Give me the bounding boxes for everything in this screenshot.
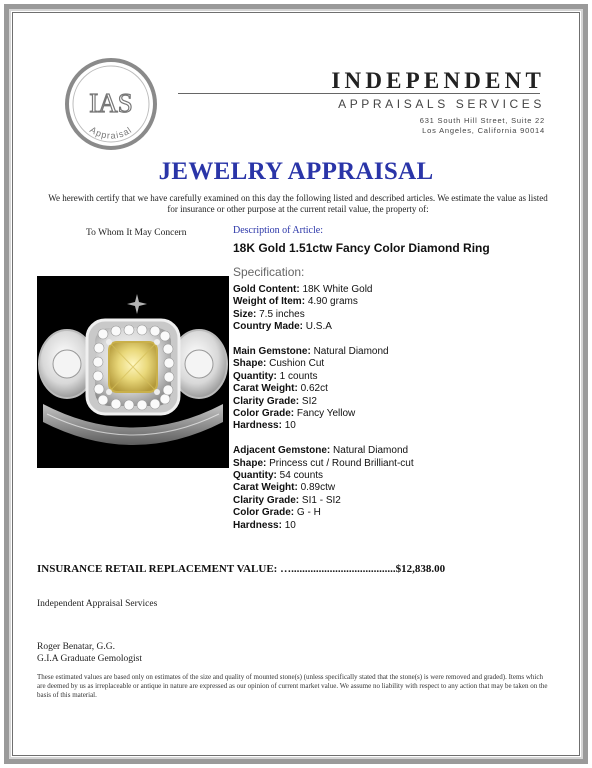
company-title: INDEPENDENT — [331, 68, 545, 93]
spec-value: 0.62ct — [300, 383, 328, 395]
header-divider — [178, 93, 540, 94]
spec-gold-content — [233, 284, 553, 296]
spec-value: Princess cut / Round Brilliant-cut — [269, 457, 414, 469]
spec-adjacent-carat — [233, 482, 553, 494]
spec-label: Size: — [233, 308, 257, 320]
company-subtitle: APPRAISALS SERVICES — [338, 97, 545, 111]
spec-adjacent-hardness — [233, 520, 553, 532]
ring-photo — [37, 276, 229, 468]
spec-main-color — [233, 408, 553, 420]
spec-label: Main Gemstone: — [233, 346, 311, 358]
spec-value: 4.90 grams — [307, 296, 358, 308]
spec-value: 0.89ctw — [300, 482, 336, 494]
logo-text: IAS — [89, 88, 133, 118]
spec-main-clarity — [233, 396, 553, 408]
replacement-value — [37, 563, 445, 575]
spec-label: Clarity Grade: — [233, 494, 300, 506]
spec-value: 7.5 inches — [259, 308, 305, 320]
spec-label: Quantity: — [233, 470, 277, 482]
ias-logo-icon — [64, 57, 158, 151]
value-amount: $12,838.00 — [395, 563, 446, 575]
item-title: 18K Gold 1.51ctw Fancy Color Diamond Ring — [233, 241, 490, 255]
spec-label: Quantity: — [233, 370, 277, 382]
spec-label: Color Grade: — [233, 408, 295, 420]
spec-main-shape — [233, 358, 553, 370]
spec-main-quantity — [233, 371, 553, 383]
value-label: INSURANCE RETAIL REPLACEMENT VALUE: — [37, 563, 278, 575]
spec-adjacent-clarity — [233, 495, 553, 507]
signer-title: G.I.A Graduate Gemologist — [37, 654, 143, 664]
spec-value: Natural Diamond — [333, 445, 409, 457]
spec-label: Hardness: — [233, 420, 282, 432]
spec-main-carat — [233, 383, 553, 395]
value-dots: …...................................... — [280, 563, 396, 575]
footer-company: Independent Appraisal Services — [37, 599, 158, 609]
spec-value: SI2 — [301, 395, 317, 407]
spec-value: Natural Diamond — [313, 346, 389, 358]
spec-gap — [233, 334, 553, 346]
spec-value: 10 — [284, 519, 296, 531]
spec-value: G - H — [296, 507, 321, 519]
recipient: To Whom It May Concern — [86, 228, 187, 238]
spec-label: Color Grade: — [233, 507, 295, 519]
address-line-2: Los Angeles, California 90014 — [422, 126, 545, 135]
spec-size — [233, 309, 553, 321]
signer-name: Roger Benatar, G.G. — [37, 642, 115, 652]
spec-label: Hardness: — [233, 519, 282, 531]
spec-label: Clarity Grade: — [233, 395, 300, 407]
spec-adjacent-gemstone — [233, 445, 553, 457]
spec-value: Cushion Cut — [269, 358, 325, 370]
spec-value: 18K White Gold — [302, 284, 373, 295]
spec-value: 10 — [284, 420, 296, 432]
spec-label: Carat Weight: — [233, 383, 298, 395]
intro-text: We herewith certify that we have carefully examined on this day the following listed and described articles. We estimate the value as listed for insurance or other purpose at the current retail value, the property of: — [48, 193, 548, 214]
spec-value: 54 counts — [279, 470, 324, 482]
spec-label: Adjacent Gemstone: — [233, 445, 331, 457]
spec-adjacent-shape — [233, 458, 553, 470]
spec-label: Weight of Item: — [233, 296, 306, 308]
spec-adjacent-quantity — [233, 470, 553, 482]
logo-ring-text: Appraisal — [88, 124, 134, 141]
spec-adjacent-color — [233, 507, 553, 519]
specification-label: Specification: — [233, 265, 305, 279]
spec-country — [233, 321, 553, 333]
spec-value: SI1 - SI2 — [301, 494, 341, 506]
disclaimer: These estimated values are based only on estimates of the size and quality of mounted stone(s) (unless specifically stated that the stone(s) is were removed and graded). Items which are deemed by us as irreplaceable or antique in nature are expressed as our opinion of current market value. We assume no liability with respect to any action that may be taken on the basis of this material. — [37, 673, 548, 699]
spec-gap — [233, 433, 553, 445]
spec-value: Fancy Yellow — [296, 408, 356, 420]
specifications-list — [233, 284, 553, 532]
address-line-1: 631 South Hill Street, Suite 22 — [419, 116, 545, 125]
spec-weight — [233, 296, 553, 308]
page-title: JEWELRY APPRAISAL — [158, 158, 434, 185]
description-label: Description of Article: — [233, 225, 323, 236]
spec-label: Country Made: — [233, 321, 303, 333]
spec-value: 1 counts — [279, 370, 318, 382]
spec-main-gemstone — [233, 346, 553, 358]
spec-label: Carat Weight: — [233, 482, 298, 494]
spec-label: Gold Content: — [233, 284, 300, 295]
spec-label: Shape: — [233, 358, 267, 370]
spec-label: Shape: — [233, 457, 267, 469]
spec-main-hardness — [233, 420, 553, 432]
spec-value: U.S.A — [305, 321, 332, 333]
